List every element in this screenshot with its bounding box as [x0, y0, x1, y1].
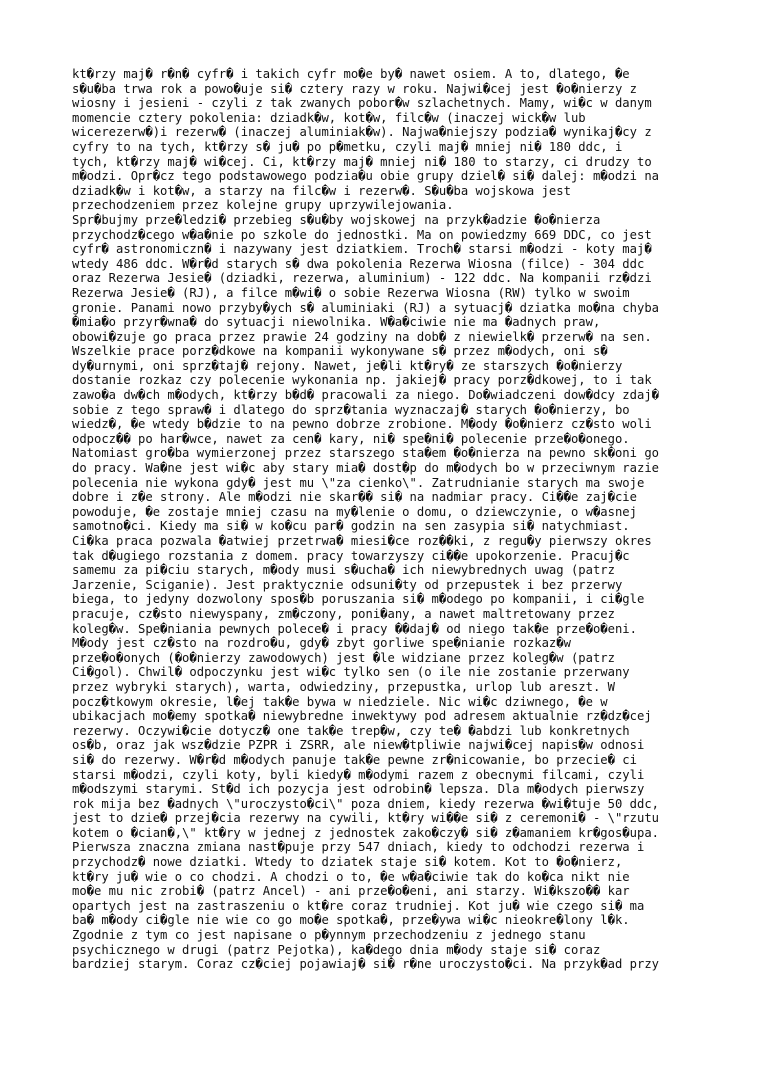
text-line: Wszelkie prace porz�dkowe na kompanii wykonywane s� przez m�odych, oni s� [72, 344, 608, 359]
text-line: samemu za pi�ciu starych, m�ody musi s�ucha� ich niewybrednych uwag (patrz [72, 563, 615, 578]
text-line: s�u�ba trwa rok a powo�uje si� cztery razy w roku. Najwi�cej jest �o�nierzy z [72, 81, 637, 96]
text-line: Spr�bujmy prze�ledzi� przebieg s�u�by wojskowej na przyk�adzie �o�nierza [72, 212, 601, 227]
text-line: tych, kt�rzy maj� wi�cej. Ci, kt�rzy maj� mniej ni� 180 to starzy, ci drudzy to [72, 154, 652, 169]
text-line: kt�rzy maj� r�n� cyfr� i takich cyfr mo�e by� nawet osiem. A to, dlatego, �e [72, 67, 630, 81]
text-line: prze�o�onych (�o�nierzy zawodowych) jest �le widziane przez koleg�w (patrz [72, 650, 615, 665]
text-line: przychodz�cego w�a�nie po szkole do jednostki. Ma on powiedzmy 669 DDC, co jest [72, 227, 652, 242]
text-line: tak d�ugiego rozstania z domem. pracy towarzyszy ci��e upokorzenie. Pracuj�c [72, 548, 630, 563]
text-line: cyfr� astronomiczn� i nazywany jest dziatkiem. Troch� starsi m�odzi - koty maj� [72, 242, 652, 257]
text-line: M�ody jest cz�sto na rozdro�u, gdy� zbyt gorliwe spe�nianie rozkaz�w [72, 636, 571, 651]
text-line: obowi�zuje go praca przez prawie 24 godziny na dob� z niewielk� przerw� na sen. [72, 329, 652, 344]
text-line: Rezerwa Jesie� (RJ), a filce m�wi� o sobie Rezerwa Wiosna (RW) tylko w swoim [72, 285, 630, 300]
text-line: ubikacjach mo�emy spotka� niewybredne inwektywy pod adresem aktualnie rz�dz�cej [72, 709, 652, 724]
text-line: dostanie rozkaz czy polecenie wykonania np. jakiej� pracy porz�dkowej, to i tak [72, 373, 652, 388]
text-line: oraz Rezerwa Jesie� (dziadki, rezerwa, aluminium) - 122 ddc. Na kompanii rz�dzi [72, 271, 652, 286]
text-line: m�odzi. Opr�cz tego podstawowego podzia�u obie grupy dziel� si� dalej: m�odzi na [72, 169, 659, 184]
text-line: pocz�tkowym okresie, l�ej tak�e bywa w niedziele. Nic wi�c dziwnego, �e w [72, 694, 608, 709]
text-line: odpocz�� po har�wce, nawet za cen� kary, ni� spe�ni� polecenie prze�o�onego. [72, 431, 630, 446]
text-line: mo�e mu nic zrobi� (patrz Ancel) - ani prze�o�eni, ani starzy. Wi�kszo�� kar [72, 884, 630, 899]
text-line: momencie cztery pokolenia: dziadk�w, kot�w, filc�w (inaczej wick�w lub [72, 110, 586, 125]
text-line: biega, to jedyny dozwolony spos�b poruszania si� m�odego po kompanii, i ci�gle [72, 592, 645, 607]
text-line: polecenia nie wykona gdy� jest mu \"za cienko\". Zatrudnianie starych ma swoje [72, 475, 645, 490]
text-line: os�b, oraz jak wsz�dzie PZPR i ZSRR, ale niew�tpliwie najwi�cej napis�w odnosi [72, 738, 645, 753]
text-line: gronie. Panami nowo przyby�ych s� aluminiaki (RJ) a sytuacj� dziatka mo�na chyba [72, 300, 659, 315]
text-line: dziadk�w i kot�w, a starzy na filc�w i rezerw�. S�u�ba wojskowa jest [72, 183, 571, 198]
text-line: dobre i z�e strony. Ale m�odzi nie skar�� si� na nadmiar pracy. Ci��e zaj�cie [72, 490, 637, 505]
text-line: zawo�a dw�ch m�odych, kt�rzy b�d� pracowali za niego. Do�wiadczeni dow�dcy zdaj� [72, 388, 659, 403]
text-line: opartych jest na zastraszeniu o kt�re coraz trudniej. Kot ju� wie czego si� ma [72, 898, 645, 913]
text-line: pracuje, cz�sto niewyspany, zm�czony, poni�any, a nawet maltretowany przez [72, 606, 615, 621]
text-line: cyfry to na tych, kt�rzy s� ju� po p�metku, czyli maj� mniej ni� 180 ddc, i [72, 139, 623, 154]
text-line: wiosny i jesieni - czyli z tak zwanych pobor�w szlachetnych. Mamy, wi�c w danym [72, 96, 652, 111]
text-line: bardziej starym. Coraz cz�ciej pojawiaj� si� r�ne uroczysto�ci. Na przyk�ad przy [72, 957, 659, 972]
text-line: wiedz�, �e wtedy b�dzie to na pewno dobrze zrobione. M�ody �o�nierz cz�sto woli [72, 417, 652, 432]
text-line: samotno�ci. Kiedy ma si� w ko�cu par� godzin na sen zasypia si� natychmiast. [72, 519, 630, 534]
text-line: m�odszymi starymi. St�d ich pozycja jest odrobin� lepsza. Dla m�odych pierwszy [72, 782, 645, 797]
text-line: �mia�o przyr�wna� do sytuacji niewolnika. W�a�ciwie nie ma �adnych praw, [72, 315, 601, 330]
text-line: sobie z tego spraw� i dlatego do sprz�tania wyznaczaj� starych �o�nierzy, bo [72, 402, 630, 417]
text-line: Ci�gol). Chwil� odpoczynku jest wi�c tylko sen (o ile nie zostanie przerwany [72, 665, 630, 680]
text-line: Pierwsza znaczna zmiana nast�puje przy 547 dniach, kiedy to odchodzi rezerwa i [72, 840, 645, 855]
text-line: starsi m�odzi, czyli koty, byli kiedy� m�odymi razem z obecnymi filcami, czyli [72, 767, 645, 782]
text-line: dy�urnymi, oni sprz�taj� rejony. Nawet, je�li kt�ry� ze starszych �o�nierzy [72, 358, 623, 373]
text-line: koleg�w. Spe�niania pewnych polece� i pracy ��daj� od niego tak�e prze�o�eni. [72, 621, 637, 636]
text-line: kotem o �cian�,\" kt�ry w jednej z jednostek zako�czy� si� z�amaniem kr�gos�upa. [72, 825, 659, 840]
text-line: Jarzenie, Sciganie). Jest praktycznie odsuni�ty od przepustek i bez przerwy [72, 577, 623, 592]
text-line: jest to dzie� przej�cia rezerwy na cywili, kt�ry wi��e si� z ceremoni� - \"rzutu [72, 811, 659, 826]
text-line: przychodz� nowe dziatki. Wtedy to dziatek staje si� kotem. Kot to �o�nierz, [72, 855, 623, 870]
text-line: powoduje, �e zostaje mniej czasu na my�lenie o domu, o dziewczynie, o w�asnej [72, 504, 637, 519]
text-line: wicerezerw�)i rezerw� (inaczej aluminiak�w). Najwa�niejszy podzia� wynikaj�cy z [72, 125, 652, 140]
document-page [72, 67, 752, 972]
text-line: Ci�ka praca pozwala �atwiej przetrwa� miesi�ce roz��ki, z regu�y pierwszy okres [72, 534, 652, 548]
text-line: przechodzeniem przez kolejne grupy uprzywilejowania. [72, 198, 454, 213]
text-line: Natomiast gro�ba wymierzonej przez starszego sta�em �o�nierza na pewno sk�oni go [72, 446, 659, 461]
text-line: przez wybryki starych), warta, odwiedziny, przepustka, urlop lub areszt. W [72, 679, 615, 694]
text-line: rok mija bez �adnych \"uroczysto�ci\" poza dniem, kiedy rezerwa �wi�tuje 50 ddc, [72, 796, 659, 811]
text-line: wtedy 486 ddc. W�r�d starych s� dwa pokolenia Rezerwa Wiosna (filce) - 304 ddc [72, 256, 645, 271]
text-line: ba� m�ody ci�gle nie wie co go mo�e spotka�, prze�ywa wi�c nieokre�lony l�k. [72, 913, 630, 928]
text-line: rezerwy. Oczywi�cie dotycz� one tak�e trep�w, czy te� �abdzi lub konkretnych [72, 723, 630, 738]
text-line: si� do rezerwy. W�r�d m�odych panuje tak�e pewne zr�nicowanie, bo przecie� ci [72, 752, 637, 767]
text-line: psychicznego w drugi (patrz Pejotka), ka�dego dnia m�ody staje si� coraz [72, 942, 601, 957]
text-line: Zgodnie z tym co jest napisane o p�ynnym przechodzeniu z jednego stanu [72, 928, 586, 943]
text-line: do pracy. Wa�ne jest wi�c aby stary mia� dost�p do m�odych bo w przeciwnym razie [72, 461, 659, 476]
text-line: kt�ry ju� wie o co chodzi. A chodzi o to, �e w�a�ciwie tak do ko�ca nikt nie [72, 869, 630, 884]
